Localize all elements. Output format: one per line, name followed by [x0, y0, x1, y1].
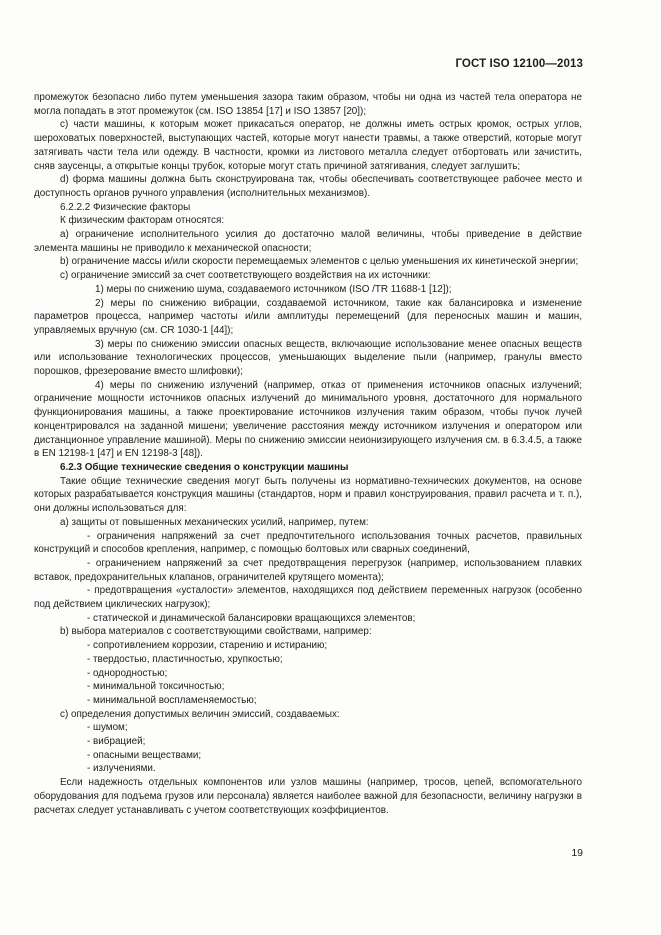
- document-header: ГОСТ ISO 12100—2013: [455, 58, 583, 70]
- dash-item: - шумом;: [87, 722, 128, 734]
- sub-list-item: 4) меры по снижению излучений (например, отказ от применения источников опасных излучений; ограничение мощности источников опасных излучений до минимального уровня, достаточного для нормального функционирования машины, а также проектирование источников излучения таким образом, чтобы пучок лучей концентрировался на заданной мишени; увеличение расстояния между источником излучения и оператором или дистанционное управление машиной). Меры по снижению эмиссии неионизирующего излучения см. в 6.3.4.5, а также в EN 12198-1 [47] и EN 12198-3 [48]).: [34, 379, 582, 460]
- sub-list-item: 3) меры по снижению эмиссии опасных веществ, включающие использование менее опасных веществ или использование технологических процессов, уменьшающих выделение пыли (например, гранулы вместо порошков, фрезерование вместо шлифовки);: [34, 338, 582, 378]
- dash-item: - твердостью, пластичностью, хрупкостью;: [87, 653, 283, 665]
- dash-item: - опасными веществами;: [87, 749, 202, 761]
- dash-item: - сопротивлением коррозии, старению и истиранию;: [87, 640, 328, 652]
- list-item: b) выбора материалов с соответствующими свойствами, например:: [60, 626, 372, 638]
- list-item: c) ограничение эмиссий за счет соответствующего воздействия на их источники:: [60, 270, 431, 282]
- list-item: a) защиты от повышенных механических усилий, например, путем:: [60, 516, 369, 528]
- paragraph: Такие общие технические сведения могут быть получены из нормативно-технических документов, на основе которых разрабатывается конструкция машины (стандартов, норм и правил конструирования, правил расчета и т. п.), они должны использоваться для:: [34, 475, 582, 515]
- dash-item: - излучениями.: [87, 763, 156, 775]
- list-item: d) форма машины должна быть сконструирована так, чтобы обеспечивать соответствующее рабочее место и доступность органов ручного управления (исполнительных механизмов).: [34, 174, 582, 199]
- list-item: c) части машины, к которым может прикасаться оператор, не должны иметь острых кромок, острых углов, шероховатых поверхностей, выступающих частей, которые могут нанести травмы, а также отверстий, которые могут затягивать части тела или одежду. В частности, кромки из листового металла следует отбортовать или зачистить, сняв заусенцы, а открытые концы трубок, которые могут стать причиной затягивания, следует заглушить;: [34, 119, 582, 172]
- page-number: 19: [571, 847, 583, 859]
- sub-list-item: 2) меры по снижению вибрации, создаваемой источником, такие как балансировка и изменение параметров процесса, например частоты и/или амплитуды перемещений (для переносных машин и машин, управляемых вручную (см. CR 1030-1 [44]);: [34, 297, 582, 336]
- dash-item: - однородностью;: [87, 667, 168, 679]
- document-body: [34, 91, 582, 817]
- dash-item: - минимальной воспламеняемостью;: [87, 694, 257, 706]
- sub-list-item: 1) меры по снижению шума, создаваемого источником (ISO /TR 11688-1 [12]);: [95, 283, 452, 295]
- paragraph: К физическим факторам относятся:: [60, 215, 225, 227]
- list-item: b) ограничение массы и/или скорости перемещаемых элементов с целью уменьшения их кинетической энергии;: [60, 256, 579, 268]
- dash-item: - вибрацией;: [87, 736, 146, 748]
- dash-item: - статической и динамической балансировки вращающихся элементов;: [87, 612, 416, 624]
- paragraph: Если надежность отдельных компонентов или узлов машины (например, тросов, цепей, вспомогательного оборудования для подъема грузов или персонала) является наиболее важной для безопасности, величину нагрузки в расчетах следует устанавливать с учетом соответствующих коэффициентов.: [34, 777, 582, 816]
- subsection-heading: 6.2.2.2 Физические факторы: [60, 201, 191, 213]
- section-heading: 6.2.3 Общие технические сведения о конструкции машины: [60, 461, 349, 473]
- list-item: c) определения допустимых величин эмиссий, создаваемых:: [60, 708, 340, 720]
- dash-item: - ограничения напряжений за счет предпочтительного использования точных расчетов, правильных конструкций и способов крепления, например, с помощью болтовых или сварных соединений,: [34, 530, 582, 556]
- list-item: a) ограничение исполнительного усилия до достаточно малой величины, чтобы приведение в действие элемента машины не приводило к механической опасности;: [34, 229, 582, 254]
- dash-item: - минимальной токсичностью;: [87, 681, 225, 693]
- dash-item: - предотвращения «усталости» элементов, находящихся под действием переменных нагрузок (особенно под действием циклических нагрузок);: [34, 585, 582, 611]
- paragraph: промежуток безопасно либо путем уменьшения зазора таким образом, чтобы ни одна из частей тела оператора не могла попадать в этот промежуток (см. ISO 13854 [17] и ISO 13857 [20]);: [34, 92, 582, 117]
- dash-item: - ограничением напряжений за счет предотвращения перегрузок (например, использованием плавких вставок, предохранительных клапанов, ограничителей крутящего момента);: [34, 557, 582, 583]
